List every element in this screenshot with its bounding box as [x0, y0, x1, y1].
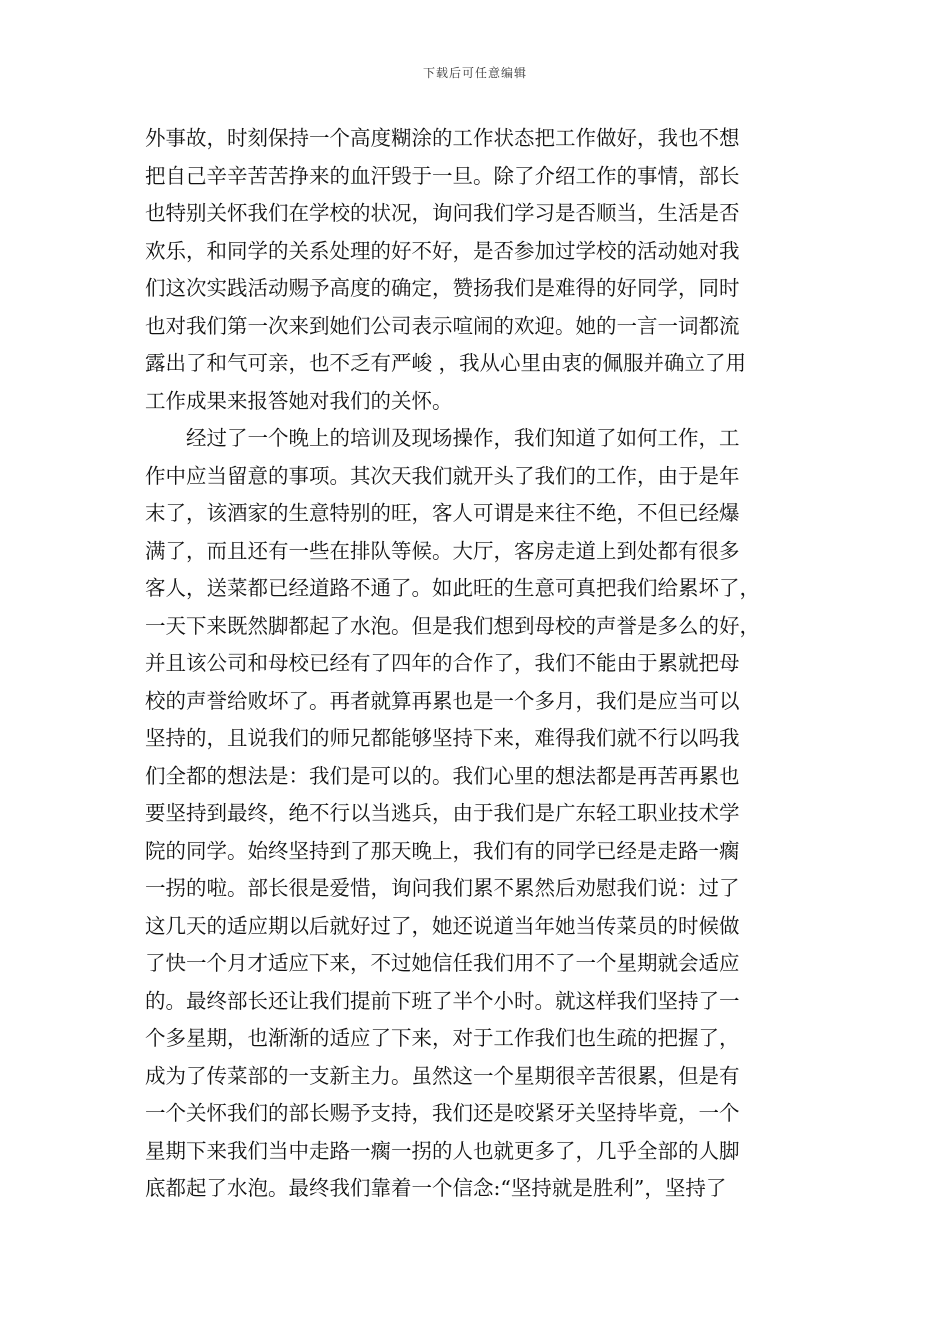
text-line: 这几天的适应期以后就好过了，她还说道当年她当传菜员的时候做: [145, 913, 740, 938]
text-line: 个多星期，也渐渐的适应了下来，对于工作我们也生疏的把握了，: [145, 1026, 740, 1050]
text-line: 也对我们第一次来到她们公司表示喧闹的欢迎。她的一言一词都流: [145, 313, 740, 338]
document-body: [145, 120, 825, 1208]
text-line: 成为了传菜部的一支新主力。虽然这一个星期很辛苦很累，但是有: [145, 1063, 740, 1088]
text-line: 满了，而且还有一些在排队等候。大厅，客房走道上到处都有很多: [145, 538, 740, 563]
text-line: 把自己辛辛苦苦挣来的血汗毁于一旦。除了介绍工作的事情，部长: [145, 163, 740, 188]
text-line: 要坚持到最终，绝不行以当逃兵，由于我们是广东轻工职业技术学: [145, 801, 740, 825]
text-line: 一拐的啦。部长很是爱惜，询问我们累不累然后劝慰我们说：过了: [145, 876, 740, 900]
text-line: 们全都的想法是：我们是可以的。我们心里的想法都是再苦再累也: [145, 763, 740, 788]
page-header: 下载后可任意编辑: [422, 66, 527, 80]
text-line: 经过了一个晚上的培训及现场操作，我们知道了如何工作，工: [145, 426, 740, 450]
text-line: 外事故，时刻保持一个高度糊涂的工作状态把工作做好，我也不想: [145, 126, 740, 150]
text-line: 末了，该酒家的生意特别的旺，客人可谓是来往不绝，不但已经爆: [145, 501, 740, 525]
text-line: 也特别关怀我们在学校的状况，询问我们学习是否顺当，生活是否: [145, 201, 740, 225]
text-line: 一个关怀我们的部长赐予支持，我们还是咬紧牙关坚持毕竟，一个: [145, 1101, 740, 1125]
text-line: 校的声誉给败坏了。再者就算再累也是一个多月，我们是应当可以: [145, 688, 740, 713]
text-line: 们这次实践活动赐予高度的确定，赞扬我们是难得的好同学，同时: [145, 276, 740, 300]
text-line: 露出了和气可亲，也不乏有严峻 ，我从心里由衷的佩服并确立了用: [145, 351, 747, 375]
text-line: 作中应当留意的事项。其次天我们就开头了我们的工作，由于是年: [145, 463, 740, 488]
text-line: 院的同学。始终坚持到了那天晚上，我们有的同学已经是走路一瘸: [145, 838, 740, 863]
text-line: 坚持的，且说我们的师兄都能够坚持下来，难得我们就不行以吗我: [145, 726, 740, 750]
text-line: 的。最终部长还让我们提前下班了半个小时。就这样我们坚持了一: [145, 988, 740, 1013]
text-line: 欢乐，和同学的关系处理的好不好，是否参加过学校的活动她对我: [145, 238, 740, 263]
text-line: 工作成果来报答她对我们的关怀。: [145, 388, 453, 413]
text-line: 一天下来既然脚都起了水泡。但是我们想到母校的声誉是多么的好，: [145, 613, 760, 638]
text-line: 底都起了水泡。最终我们靠着一个信念:“坚持就是胜利”，坚持了: [145, 1176, 727, 1200]
text-line: 并且该公司和母校已经有了四年的合作了，我们不能由于累就把母: [145, 651, 740, 675]
text-line: 客人，送菜都已经道路不通了。如此旺的生意可真把我们给累坏了，: [145, 576, 760, 600]
text-line: 了快一个月才适应下来，不过她信任我们用不了一个星期就会适应: [145, 951, 740, 975]
text-line: 星期下来我们当中走路一瘸一拐的人也就更多了，几乎全部的人脚: [145, 1138, 740, 1163]
